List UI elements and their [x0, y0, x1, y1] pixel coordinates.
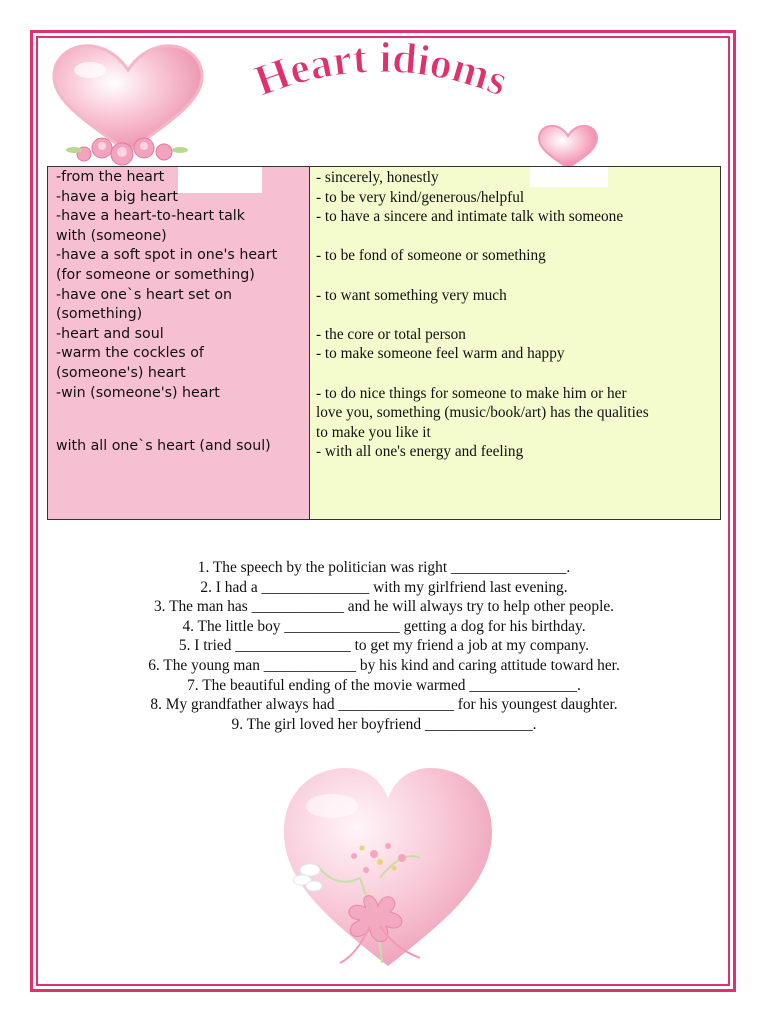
idiom-phrase: -win (someone's) heart — [56, 384, 220, 401]
small-heart-icon — [536, 124, 600, 170]
idiom-phrase: -have a heart-to-heart talk with (someone) — [56, 208, 245, 244]
exercise-sentence: 2. I had a ______________ with my girlfriend last evening. — [200, 578, 568, 596]
idiom-phrase: with all one`s heart (and soul) — [56, 438, 271, 454]
exercise-sentence: 6. The young man ____________ by his kind and caring attitude toward her. — [148, 656, 620, 674]
idiom-phrases-column — [48, 167, 310, 519]
heart-with-roses-icon — [44, 40, 212, 166]
idiom-meaning: - to have a sincere and intimate talk with someone — [316, 208, 624, 226]
exercise-sentence: 1. The speech by the politician was right _______________. — [197, 559, 571, 576]
exercise-sentence: 9. The girl loved her boyfriend ______________. — [231, 715, 537, 733]
idiom-table — [47, 166, 721, 520]
idiom-phrase: -have one`s heart set on (something) — [56, 286, 233, 323]
idiom-phrase: -have a soft spot in one's heart (for someone or something) — [56, 247, 278, 283]
idiom-meanings-column — [310, 167, 720, 519]
exercise-list — [60, 558, 708, 734]
idiom-phrase: -from the heart — [56, 169, 165, 185]
idiom-phrase: -warm the cockles of (someone's) heart — [56, 345, 204, 381]
idiom-phrase: -have a big heart — [56, 188, 178, 205]
exercise-sentence: 3. The man has ____________ and he will always try to help other people. — [153, 598, 615, 616]
heart-with-flowers-icon — [270, 758, 506, 980]
exercise-sentence: 4. The little boy _______________ getting a dog for his birthday. — [182, 617, 586, 635]
exercise-sentence: 8. My grandfather always had _______________ for his youngest daughter. — [150, 696, 618, 714]
idiom-meaning: - to do nice things for someone to make him or her love you, something (music/book/art) has the qualities to make you like it — [316, 384, 649, 441]
page-title: Heart idioms — [248, 36, 515, 106]
idiom-phrase: -heart and soul — [56, 325, 164, 342]
svg-text:Heart idioms — [248, 36, 514, 106]
idiom-meaning: - to be fond of someone or something — [316, 247, 546, 265]
idiom-meaning: - the core or total person — [316, 325, 466, 343]
idiom-meaning: - with all one's energy and feeling — [316, 443, 524, 461]
exercise-sentence: 7. The beautiful ending of the movie warmed ______________. — [187, 676, 581, 694]
exercise-sentence: 5. I tried _______________ to get my friend a job at my company. — [178, 637, 590, 655]
idiom-meaning: - to make someone feel warm and happy — [316, 345, 565, 363]
idiom-meaning: - to want something very much — [316, 286, 507, 304]
page-title-graphic — [226, 36, 536, 122]
idiom-meaning: - to be very kind/generous/helpful — [316, 188, 525, 206]
idiom-meaning: - sincerely, honestly — [316, 169, 439, 186]
